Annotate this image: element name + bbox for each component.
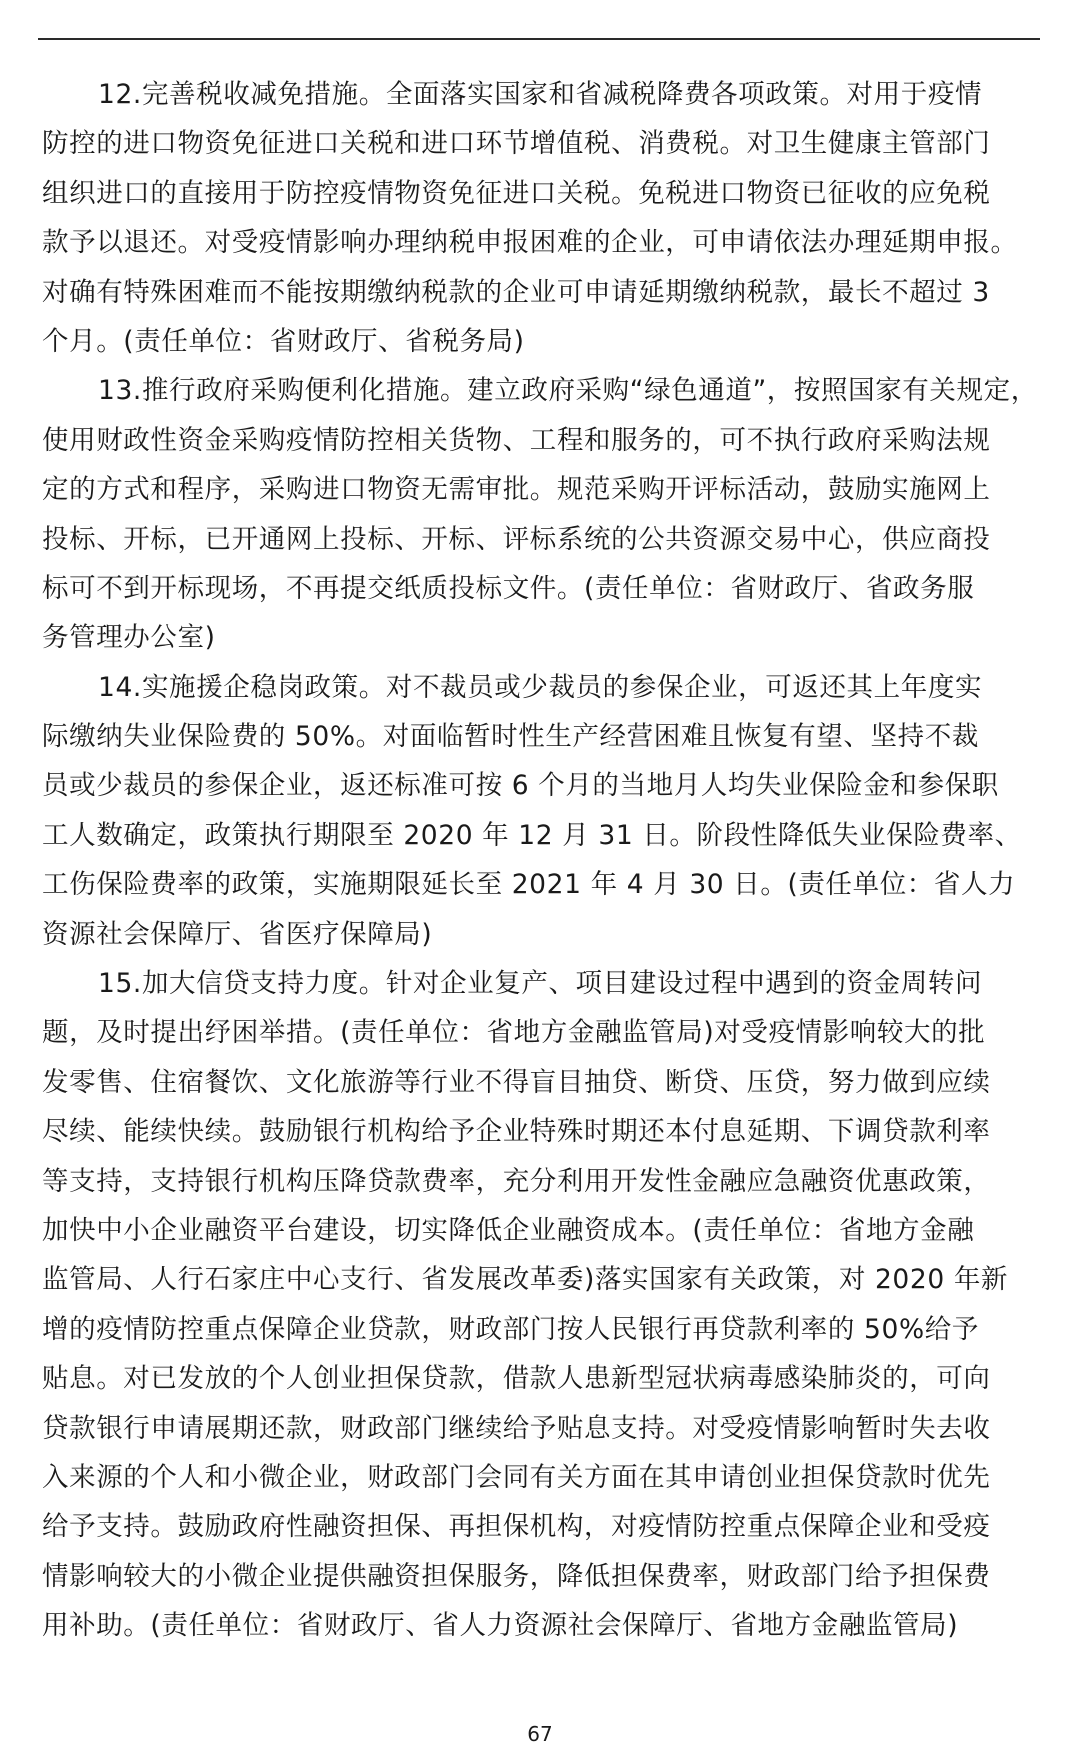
page-number: 67 xyxy=(527,1722,553,1746)
text-line: 投标、开标，已开通网上投标、开标、评标系统的公共资源交易中心，供应商投 xyxy=(42,523,991,555)
text-line: 贴息。对已发放的个人创业担保贷款，借款人患新型冠状病毒感染肺炎的，可向 xyxy=(42,1363,991,1395)
text-line: 情影响较大的小微企业提供融资担保服务，降低担保费率，财政部门给予担保费 xyxy=(42,1560,991,1592)
text-line: 加快中小企业融资平台建设，切实降低企业融资成本。(责任单位：省地方金融 xyxy=(42,1214,975,1246)
text-line: 题，及时提出纾困举措。(责任单位：省地方金融监管局)对受疫情影响较大的批 xyxy=(42,1017,986,1049)
text-line: 14.实施援企稳岗政策。对不裁员或少裁员的参保企业，可返还其上年度实 xyxy=(98,671,983,703)
text-line: 发零售、住宿餐饮、文化旅游等行业不得盲目抽贷、断贷、压贷，努力做到应续 xyxy=(42,1066,991,1098)
text-line: 使用财政性资金采购疫情防控相关货物、工程和服务的，可不执行政府采购法规 xyxy=(42,424,991,456)
text-line: 款予以退还。对受疫情影响办理纳税申报困难的企业，可申请依法办理延期申报。 xyxy=(42,227,1018,259)
top-rule xyxy=(38,38,1040,40)
text-line: 15.加大信贷支持力度。针对企业复产、项目建设过程中遇到的资金周转问 xyxy=(98,968,983,1000)
text-line: 增的疫情防控重点保障企业贷款，财政部门按人民银行再贷款利率的 50%给予 xyxy=(42,1313,979,1345)
text-line: 际缴纳失业保险费的 50%。对面临暂时性生产经营困难且恢复有望、坚持不裁 xyxy=(42,721,979,753)
text-line: 个月。(责任单位：省财政厅、省税务局) xyxy=(42,325,525,357)
text-line: 组织进口的直接用于防控疫情物资免征进口关税。免税进口物资已征收的应免税 xyxy=(42,177,991,209)
text-line: 贷款银行申请展期还款，财政部门继续给予贴息支持。对受疫情影响暂时失去收 xyxy=(42,1412,991,1444)
text-line: 监管局、人行石家庄中心支行、省发展改革委)落实国家有关政策，对 2020 年新 xyxy=(42,1264,1009,1296)
text-line: 定的方式和程序，采购进口物资无需审批。规范采购开评标活动，鼓励实施网上 xyxy=(42,474,991,506)
text-line: 入来源的个人和小微企业，财政部门会同有关方面在其申请创业担保贷款时优先 xyxy=(42,1461,991,1493)
text-line: 员或少裁员的参保企业，返还标准可按 6 个月的当地月人均失业保险金和参保职 xyxy=(42,770,999,802)
text-line: 资源社会保障厅、省医疗保障局) xyxy=(42,918,433,950)
document-body xyxy=(42,70,1042,1651)
text-line: 13.推行政府采购便利化措施。建立政府采购“绿色通道”，按照国家有关规定， xyxy=(98,375,1038,407)
text-line: 工人数确定，政策执行期限至 2020 年 12 月 31 日。阶段性降低失业保险费率、 xyxy=(42,819,1022,851)
text-line: 12.完善税收减免措施。全面落实国家和省减税降费各项政策。对用于疫情 xyxy=(98,79,983,110)
text-line: 尽续、能续快续。鼓励银行机构给予企业特殊时期还本付息延期、下调贷款利率 xyxy=(42,1116,991,1148)
text-line: 对确有特殊困难而不能按期缴纳税款的企业可申请延期缴纳税款，最长不超过 3 xyxy=(42,276,990,308)
text-line: 工伤保险费率的政策，实施期限延长至 2021 年 4 月 30 日。(责任单位：省人力 xyxy=(42,869,1016,901)
text-line: 用补助。(责任单位：省财政厅、省人力资源社会保障厅、省地方金融监管局) xyxy=(42,1610,959,1642)
text-line: 防控的进口物资免征进口关税和进口环节增值税、消费税。对卫生健康主管部门 xyxy=(42,128,991,160)
text-line: 给予支持。鼓励政府性融资担保、再担保机构，对疫情防控重点保障企业和受疫 xyxy=(42,1511,991,1543)
text-line: 务管理办公室) xyxy=(42,622,216,654)
text-line: 标可不到开标现场，不再提交纸质投标文件。(责任单位：省财政厅、省政务服 xyxy=(42,572,975,604)
text-line: 等支持，支持银行机构压降贷款费率，充分利用开发性金融应急融资优惠政策， xyxy=(42,1165,991,1197)
